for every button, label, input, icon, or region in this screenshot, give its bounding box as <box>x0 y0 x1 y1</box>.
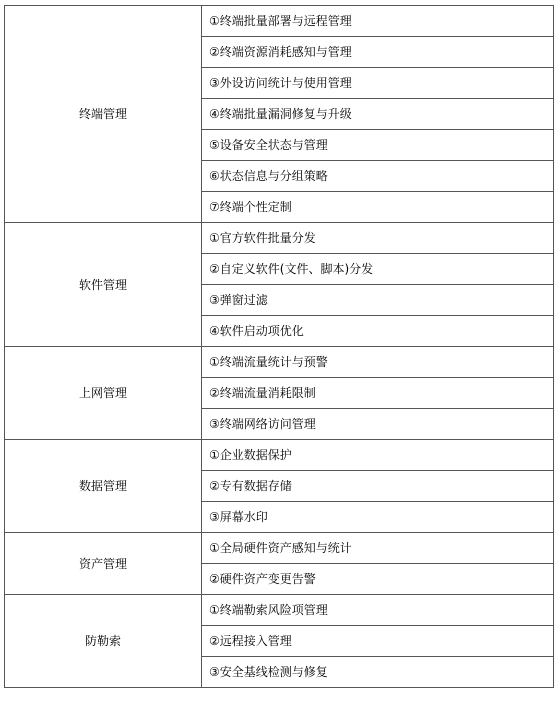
feature-table-body <box>5 6 554 688</box>
feature-item-cell: ②硬件资产变更告警 <box>202 564 554 595</box>
category-cell: 资产管理 <box>5 533 202 595</box>
category-cell: 终端管理 <box>5 6 202 223</box>
feature-item-cell: ④终端批量漏洞修复与升级 <box>202 99 554 130</box>
feature-item-cell: ⑤设备安全状态与管理 <box>202 130 554 161</box>
table-row <box>5 533 554 564</box>
category-cell: 上网管理 <box>5 347 202 440</box>
feature-item-cell: ③外设访问统计与使用管理 <box>202 68 554 99</box>
table-row <box>5 6 554 37</box>
feature-item-cell: ②终端流量消耗限制 <box>202 378 554 409</box>
feature-item-cell: ⑥状态信息与分组策略 <box>202 161 554 192</box>
table-row <box>5 440 554 471</box>
table-row <box>5 595 554 626</box>
table-row <box>5 347 554 378</box>
feature-item-cell: ①终端批量部署与远程管理 <box>202 6 554 37</box>
feature-table <box>4 5 554 688</box>
feature-item-cell: ①全局硬件资产感知与统计 <box>202 533 554 564</box>
feature-item-cell: ②专有数据存储 <box>202 471 554 502</box>
category-cell: 数据管理 <box>5 440 202 533</box>
feature-item-cell: ①企业数据保护 <box>202 440 554 471</box>
feature-item-cell: ①终端勒索风险项管理 <box>202 595 554 626</box>
feature-item-cell: ③安全基线检测与修复 <box>202 657 554 688</box>
category-cell: 软件管理 <box>5 223 202 347</box>
feature-item-cell: ④软件启动项优化 <box>202 316 554 347</box>
feature-item-cell: ⑦终端个性定制 <box>202 192 554 223</box>
feature-item-cell: ③终端网络访问管理 <box>202 409 554 440</box>
feature-item-cell: ③屏幕水印 <box>202 502 554 533</box>
feature-item-cell: ①官方软件批量分发 <box>202 223 554 254</box>
table-row <box>5 223 554 254</box>
feature-item-cell: ②自定义软件(文件、脚本)分发 <box>202 254 554 285</box>
feature-item-cell: ③弹窗过滤 <box>202 285 554 316</box>
feature-item-cell: ②远程接入管理 <box>202 626 554 657</box>
category-cell: 防勒索 <box>5 595 202 688</box>
feature-item-cell: ①终端流量统计与预警 <box>202 347 554 378</box>
feature-item-cell: ②终端资源消耗感知与管理 <box>202 37 554 68</box>
